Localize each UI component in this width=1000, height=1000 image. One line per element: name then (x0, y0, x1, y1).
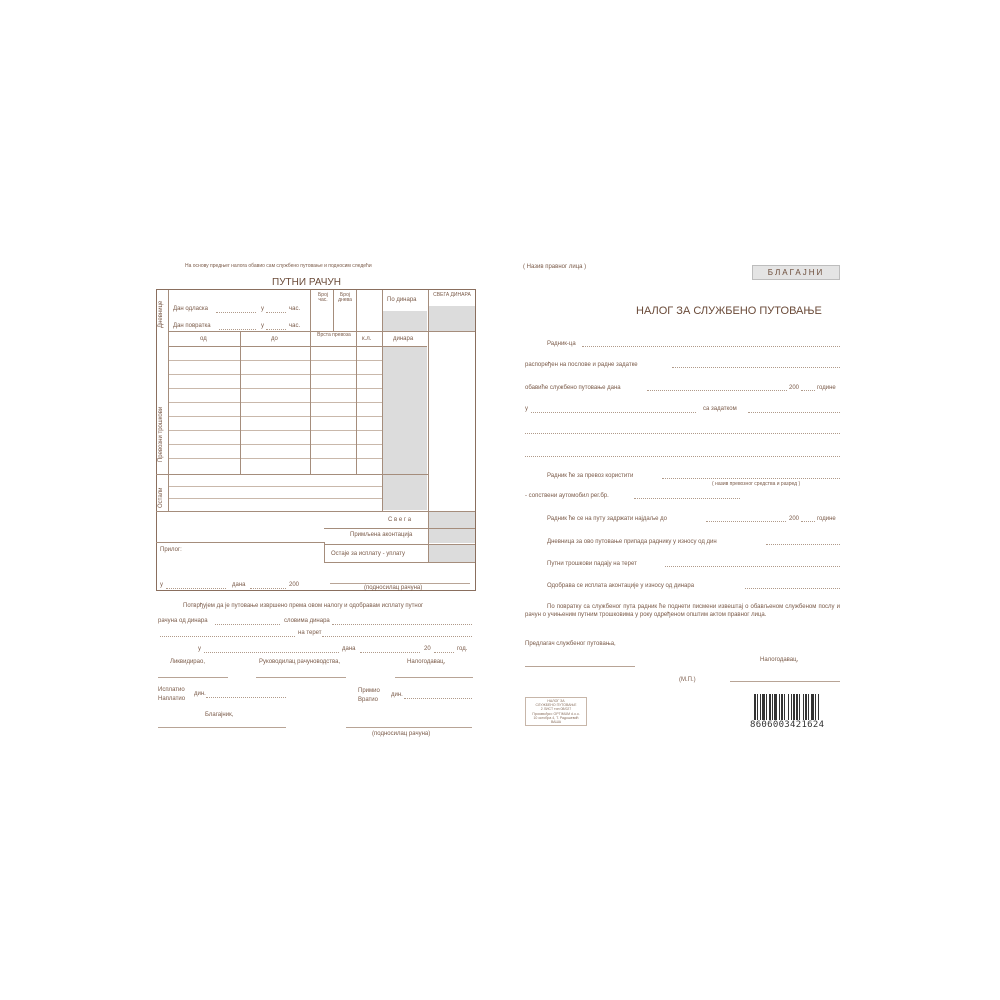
label-primljena-akontacija: Примљена аконтација (350, 532, 413, 538)
shade-column (383, 346, 427, 510)
header-vrsta-prevoza: Врста превоза (317, 332, 351, 338)
label-rasporedjen: распоређен на послове и радне задатке (525, 362, 638, 368)
label-prevoz: Радник ће за превоз користити (547, 473, 634, 479)
side-label-dnevnice: Дневнице (158, 300, 164, 328)
label-nalogodavac-right: Налогодавац, (760, 657, 799, 663)
label-podnosilac-racuna-2: (подносилац рачуна) (372, 731, 431, 737)
header-svega-dinara: СВЕГА ДИНАРА (433, 292, 471, 298)
barcode (750, 694, 842, 732)
header-broj-casova: Број час. (318, 292, 328, 303)
publisher-box (525, 697, 587, 726)
label-u: у (198, 646, 201, 652)
shade-cell (429, 306, 475, 331)
povratak-paragraph: По повратку са службеног пута радник ће поднети писмени извештај о обављеном службеном послу и рачун о учињеним путним трошковима у року одређеном општим актом правног лица. (525, 604, 840, 618)
barcode-bar (769, 694, 771, 720)
label-cas: час. (289, 323, 301, 329)
barcode-bar (811, 694, 814, 720)
barcode-bar (766, 694, 767, 720)
label-year: 200 (289, 582, 300, 588)
nalog-title: НАЛОГ ЗА СЛУЖБЕНО ПУТОВАЊЕ (636, 305, 822, 317)
header-do: до (271, 336, 278, 342)
intro-text: На основу предњег налога обавио сам службено путовање и подносим следећи (185, 263, 372, 269)
label-naplatio: Наплатио (158, 696, 186, 702)
publisher-line: ВАША (550, 720, 562, 725)
putni-racun-title: ПУТНИ РАЧУН (272, 277, 341, 288)
label-obavice: обавиће службено путовање дана (525, 385, 621, 391)
label-rukovodilac: Руководилац рачуноводства, (259, 659, 341, 665)
label-primio: Примио (358, 688, 380, 694)
shade-cell (429, 512, 475, 528)
label-u: у (261, 306, 264, 312)
label-predlagac: Предлагач службеног путовања, (525, 641, 616, 647)
label-day-depart: Дан одласка (173, 306, 209, 312)
label-svega: С в е г а (388, 517, 412, 523)
shade-cell (429, 529, 475, 543)
barcode-bar (788, 694, 789, 720)
label-na-teret: на терет (298, 630, 322, 636)
label-din: дин. (194, 691, 206, 697)
label-nalogodavac-left: Налогодавац, (407, 659, 446, 665)
label-day-return: Дан повратка (173, 323, 211, 329)
label-naziv-pravnog-lica: ( Назив правног лица ) (523, 264, 587, 270)
publisher-line: НАЛОГ ЗА (547, 699, 565, 703)
label-dana: дана (342, 646, 356, 652)
label-godine: године (817, 385, 836, 391)
barcode-bar (808, 694, 809, 720)
barcode-bar (784, 694, 785, 720)
label-mp: (М.П.) (679, 677, 696, 683)
potvrdjujem-text: Потврђујем да је путовање извршено према овом налогу и одобравам исплату путног (183, 603, 424, 609)
header-dinara: динара (393, 336, 414, 342)
label-blagajnik: Благајник, (205, 712, 234, 718)
barcode-bar (757, 694, 758, 720)
label-dana: дана (232, 582, 246, 588)
label-likvidirao: Ликвидирао, (170, 659, 205, 665)
header-kl: к.л. (362, 336, 372, 342)
shade-cell (429, 545, 475, 562)
label-isplatio: Исплатио (158, 687, 185, 693)
header-broj-dnevna: Број днева (338, 292, 352, 303)
label-year: 20 (424, 646, 431, 652)
publisher-line: СЛУЖБЕНО ПУТОВАЊЕ (535, 703, 577, 708)
header-po-dinara: По динара (387, 297, 417, 303)
blagajni-badge: БЛАГАЈНИ (752, 265, 840, 280)
label-year: 200 (789, 516, 800, 522)
label-sopstveni: - сопствени аутомобил рег.бр. (525, 493, 609, 499)
label-din: дин. (391, 692, 403, 698)
publisher-line: 10 октобра 4, Т. Радошевић (533, 715, 579, 720)
label-u: у (160, 582, 163, 588)
barcode-bar (760, 694, 761, 720)
label-akontacija: Одобрава се исплата аконтације у износу од динара (547, 583, 695, 589)
barcode-bar (754, 694, 756, 720)
side-label-ostali: Остали (158, 487, 164, 508)
label-sa-zadatkom: са задатком (703, 406, 737, 412)
side-label-prevozni: Превозни трошкови (158, 406, 164, 462)
barcode-bar (796, 694, 798, 720)
barcode-bar (791, 694, 792, 720)
label-year: 200 (789, 385, 800, 391)
barcode-bar (799, 694, 800, 720)
label-zadrzati: Радник ће се на путу задржати најдаље до (547, 516, 668, 522)
barcode-bar (805, 694, 807, 720)
publisher-line: Произвођач: OPTIMUM d.o.o. (532, 711, 580, 716)
label-radnik: Радник-ца (547, 341, 576, 347)
barcode-bar (774, 694, 777, 720)
label-cas: час. (289, 306, 301, 312)
label-podnosilac-racuna: (подносилац рачуна) (364, 585, 423, 591)
label-slovima: словима динара (284, 618, 330, 624)
label-godine: године (817, 516, 836, 522)
barcode-bar (779, 694, 780, 720)
label-god: год. (457, 646, 468, 652)
header-od: од (200, 336, 207, 342)
barcode-bar (772, 694, 773, 720)
barcode-bar (818, 694, 819, 720)
label-racuna-od: рачуна од динара (158, 618, 208, 624)
label-prilog: Прилог: (160, 547, 182, 553)
barcode-number: 8606003421624 (750, 720, 825, 730)
barcode-bar (793, 694, 795, 720)
label-vratio: Вратио (358, 697, 378, 703)
prevoz-note: ( назив превозног средства и разред ) (712, 481, 801, 487)
label-u: у (525, 406, 528, 412)
shade-cell (383, 311, 427, 331)
publisher-line: 2 ЛИСТ тип 08/027 (540, 707, 572, 712)
barcode-bar (815, 694, 816, 720)
label-u: у (261, 323, 264, 329)
barcode-bar (781, 694, 783, 720)
label-dnevnica: Дневница за ово путовање припада раднику у износу од дин (547, 539, 717, 545)
label-troskovi: Путни трошкови падају на терет (547, 561, 637, 567)
barcode-bars (754, 694, 840, 720)
label-ostaje-za-isplatu: Остаје за исплату - уплату (331, 551, 406, 557)
barcode-bar (762, 694, 765, 720)
barcode-bar (803, 694, 804, 720)
